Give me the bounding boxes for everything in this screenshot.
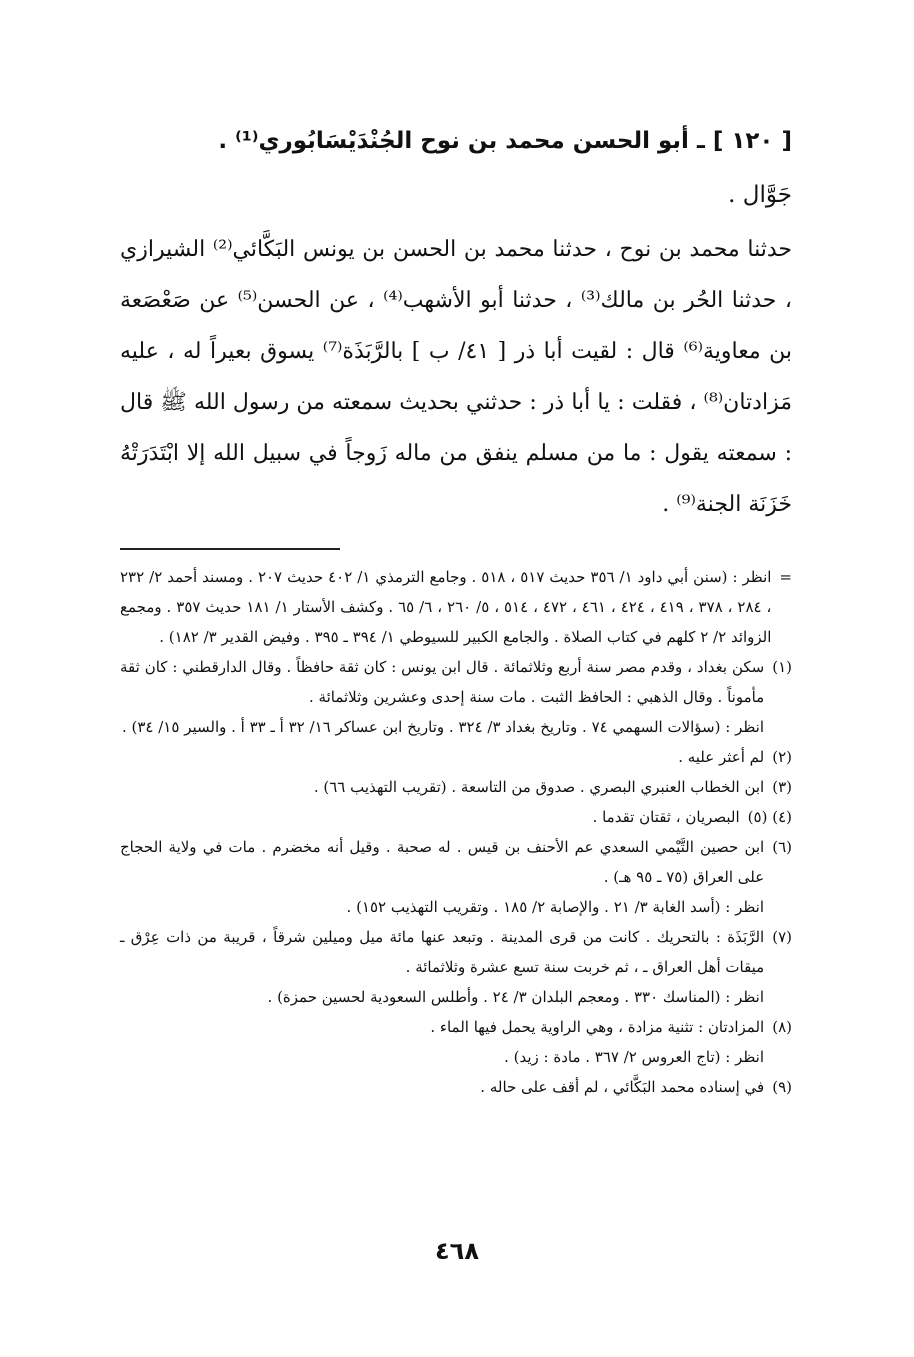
footnote-8 <box>120 1012 792 1042</box>
footnote-text: سكن بغداد ، وقدم مصر سنة أربع وثلاثمائة . قال ابن يونس : كان ثقة حافظاً . وقال الدارقطني : كان ثقة مأموناً . وقال الذهبي : الحافظ الثبت . مات سنة إحدى وعشرين وثلاثمائة . <box>120 658 765 706</box>
entry-title: [ ١٢٠ ] ـ أبو الحسن محمد بن نوح الجُنْدَيْسَابُوري⁽¹⁾ . <box>218 128 792 154</box>
footnote-text: المزادتان : تثنية مزادة ، وهي الراوية يحمل فيها الماء . <box>430 1018 765 1036</box>
footnote-text: البصريان ، ثقتان تقدما . <box>592 808 740 826</box>
footnote-1-reference <box>120 712 792 742</box>
footnote-text: ابن الخطاب العنبري البصري . صدوق من التاسعة . (تقريب التهذيب ٦٦) . <box>313 778 765 796</box>
footnote-number: (٨) <box>772 1018 792 1036</box>
footnote-text: انظر : (المناسك ٣٣٠ . ومعجم البلدان ٣/ ٢٤ . وأطلس السعودية لحسين حمزة) . <box>267 988 764 1006</box>
page-content <box>120 112 792 1102</box>
footnote-text: لم أعثر عليه . <box>678 748 765 766</box>
footnote-9 <box>120 1072 792 1102</box>
footnote-text: انظر : (سنن أبي داود ١/ ٣٥٦ حديث ٥١٧ ، ٥١٨ . وجامع الترمذي ١/ ٤٠٢ حديث ٢٠٧ . ومسند أحمد ٢/ ٢٣٢ ، ٢٨٤ ، ٣٧٨ ، ٤١٩ ، ٤٢٤ ، ٤٦١ ، ٤٧٢ ، ٥١٤ ، ٥/ ٢٦٠ ، ٦/ ٦٥ . وكشف الأستار ١/ ١٨١ حديث ٣٥٧ . ومجمع الزوائد ٢/ ٢ كلهم في كتاب الصلاة . والجامع الكبير للسيوطي ١/ ٣٩٤ ـ ٣٩٥ . وفيض القدير ٣/ ١٨٢) . <box>120 568 772 646</box>
footnote-number: (١) <box>772 658 792 676</box>
footnote-marker: = <box>779 568 792 586</box>
footnote-number: (٦) <box>772 838 792 856</box>
footnote-number: (٤) (٥) <box>747 808 792 826</box>
footnote-text: في إسناده محمد البَكَّائي ، لم أقف على حاله . <box>480 1078 765 1096</box>
footnote-2 <box>120 742 792 772</box>
footnote-7 <box>120 922 792 982</box>
footnote-6-reference <box>120 892 792 922</box>
footnote-divider <box>120 548 340 550</box>
hadith-text: حدثنا محمد بن نوح ، حدثنا محمد بن الحسن بن يونس البَكَّائي⁽²⁾ الشيرازي ، حدثنا الحُر بن مالك⁽³⁾ ، حدثنا أبو الأشهب⁽⁴⁾ ، عن الحسن⁽⁵⁾ عن صَعْصَعة بن معاوية⁽⁶⁾ قال : لقيت أبا ذر [ ٤١/ ب ] بالرَّبَذَة⁽⁷⁾ يسوق بعيراً له ، عليه مَزادتان⁽⁸⁾ ، فقلت : يا أبا ذر : حدثني بحديث سمعته من رسول الله ﷺ قال : سمعته يقول : ما من مسلم ينفق من ماله زَوجاً في سبيل الله إلا ابْتَدَرَتْهُ خَزَنَة الجنة⁽⁹⁾ . <box>120 237 792 517</box>
footnote-text: الرَّبَذَة : بالتحريك . كانت من قرى المدينة . وتبعد عنها مائة ميل وميلين شرقاً ، قريبة من ذات عِرْق ـ ميقات أهل العراق ـ ، ثم خربت سنة تسع عشرة وثلاثمائة . <box>120 928 765 976</box>
footnote-continuation <box>120 562 792 652</box>
entry-nickname: جَوَّال . <box>728 182 792 208</box>
footnote-4-5 <box>120 802 792 832</box>
footnote-number: (٧) <box>772 928 792 946</box>
footnote-text: ابن حصين التَّيْمي السعدي عم الأحنف بن قيس . له صحبة . وقيل أنه مخضرم . مات في ولاية الحجاج على العراق (٧٥ ـ ٩٥ هـ) . <box>120 838 765 886</box>
footnotes <box>120 562 792 1102</box>
footnote-3 <box>120 772 792 802</box>
footnote-number: (٣) <box>772 778 792 796</box>
footnote-7-reference <box>120 982 792 1012</box>
footnote-text: انظر : (أسد الغابة ٣/ ٢١ . والإصابة ٢/ ١٨٥ . وتقريب التهذيب ١٥٢) . <box>346 898 764 916</box>
footnote-8-reference <box>120 1042 792 1072</box>
footnote-text: انظر : (سؤالات السهمي ٧٤ . وتاريخ بغداد ٣/ ٣٢٤ . وتاريخ ابن عساكر ١٦/ ٣٢ أ ـ ٣٣ أ . والسير ١٥/ ٣٤) . <box>121 718 764 736</box>
page-number: ٤٦٨ <box>435 1237 479 1265</box>
footnote-1 <box>120 652 792 712</box>
footnote-number: (٩) <box>772 1078 792 1096</box>
footnote-6 <box>120 832 792 892</box>
footnote-text: انظر : (تاج العروس ٢/ ٣٦٧ . مادة : زيد) . <box>504 1048 764 1066</box>
footnote-number: (٢) <box>772 748 792 766</box>
